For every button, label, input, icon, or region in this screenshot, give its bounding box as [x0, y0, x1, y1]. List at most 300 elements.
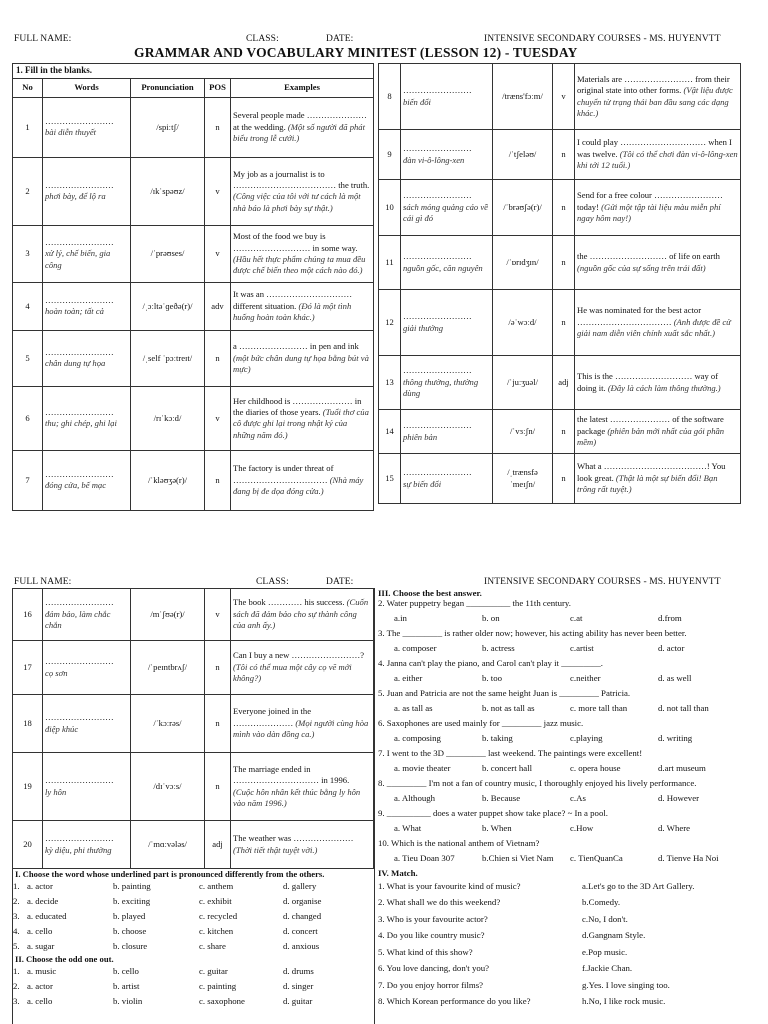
- example-translation: (Công việc của tôi với tư cách là một nhà báo là phơi bày sự thật.): [233, 191, 361, 213]
- vocab-word-cell: [43, 157, 131, 225]
- vocab-no: 1: [13, 97, 43, 157]
- part4-title: IV. Match.: [378, 868, 418, 878]
- example-text: The book ………… his success.: [233, 597, 345, 608]
- vocab-no: 3: [13, 225, 43, 282]
- match-question: 6. You love dancing, don't you?: [378, 963, 490, 974]
- col-header-pronunciation: Pronunciation: [131, 78, 205, 97]
- mcq-option-d[interactable]: d.from: [658, 613, 682, 623]
- vocab-row: [379, 454, 741, 504]
- vocab-word-cell: [43, 695, 131, 753]
- example-translation: (Thật là một sự biến đổi! Bạn trông rất tuyệt.): [577, 472, 718, 495]
- part4-list: [375, 878, 745, 1010]
- word-blank[interactable]: ……………………: [403, 190, 472, 201]
- mcq-option-c[interactable]: c.artist: [570, 643, 594, 653]
- vocab-no: 13: [379, 356, 401, 410]
- mcq-option-c[interactable]: c.at: [570, 613, 583, 623]
- vocab-pronunciation: /ɪkˈspəʊz/: [131, 157, 205, 225]
- vocab-example: [231, 225, 374, 282]
- mcq-option-a[interactable]: a. either: [394, 673, 423, 683]
- mcq-option-b[interactable]: b. on: [482, 613, 500, 623]
- mcq-option-a[interactable]: a.in: [394, 613, 407, 623]
- mcq-option-d[interactable]: d. writing: [658, 733, 693, 743]
- vocab-example: [575, 180, 741, 236]
- question-row: [13, 879, 374, 894]
- match-question: 7. Do you enjoy horror films?: [378, 979, 484, 990]
- vocab-no: 11: [379, 236, 401, 290]
- word-blank[interactable]: ……………………: [45, 833, 114, 844]
- question-number: 5.: [13, 940, 20, 951]
- vocab-pos: n: [205, 753, 231, 821]
- mcq-question: 8. _________ I'm not a fan of country music, I thoroughly enjoyed his lively performance.: [378, 778, 697, 788]
- example-text: I could play ………………………… when I was twelve.: [577, 137, 732, 159]
- mcq-option-b[interactable]: b. taking: [482, 733, 513, 743]
- vocab-pronunciation: /ˈvɜːʃn/: [493, 410, 553, 454]
- vocab-example: [575, 236, 741, 290]
- full-name-label: FULL NAME:: [14, 34, 72, 44]
- vocab-no: 5: [13, 330, 43, 386]
- vocab-example: [231, 386, 374, 450]
- vocab-no: 7: [13, 450, 43, 510]
- mcq-option-d[interactable]: d. not tall than: [658, 703, 709, 713]
- mcq-options: [378, 613, 745, 628]
- question-row: [13, 994, 374, 1009]
- vocab-table-left-wrap: [12, 63, 373, 511]
- vocab-pos: n: [553, 290, 575, 356]
- match-row: [378, 977, 745, 994]
- match-row: [378, 961, 745, 978]
- option-c[interactable]: c. anthem: [199, 880, 234, 891]
- word-blank[interactable]: ……………………: [403, 467, 472, 478]
- course-label-p2: INTENSIVE SECONDARY COURSES - MS. HUYENVTT: [484, 577, 721, 587]
- mcq-item: [378, 778, 745, 808]
- word-blank[interactable]: ……………………: [45, 407, 114, 418]
- word-meaning: xử lý, chế biến, gia công: [45, 248, 111, 270]
- example-text: My job as a journalist is to ……………………………… the truth.: [233, 168, 370, 191]
- mcq-option-d[interactable]: d. as well: [658, 673, 692, 683]
- mcq-option-b[interactable]: b.Chien si Viet Nam: [482, 853, 554, 863]
- question-row: [13, 979, 374, 994]
- option-b[interactable]: b. closure: [113, 940, 148, 951]
- word-blank[interactable]: ……………………: [45, 295, 114, 306]
- example-translation: (Tôi có thể chơi đàn vi-ô-lông-xen khi tới 12 tuổi.): [577, 148, 738, 171]
- match-answer[interactable]: c.No, I don't.: [582, 913, 628, 924]
- example-translation: (Cuộc hôn nhân kết thúc bằng ly hôn vào năm 1996.): [233, 786, 361, 808]
- mcq-option-a[interactable]: a. composer: [394, 643, 437, 653]
- example-translation: (Đó là một tình huống hoàn toàn khác.): [233, 300, 352, 323]
- word-meaning: thu; ghi chép, ghi lại: [45, 418, 117, 429]
- word-blank[interactable]: ……………………: [45, 116, 114, 127]
- match-answer[interactable]: e.Pop music.: [582, 946, 628, 957]
- mcq-question: 5. Juan and Patricia are not the same height Juan is _________ Patricia.: [378, 688, 631, 698]
- col-header-no: No: [13, 78, 43, 97]
- mcq-options: [378, 763, 745, 778]
- example-translation: (một bức chân dung tự họa bằng bút và mực): [233, 352, 369, 375]
- match-answer[interactable]: g.Yes. I love singing too.: [582, 979, 670, 990]
- vocab-pos: n: [553, 180, 575, 236]
- word-meaning: chân dung tự họa: [45, 358, 106, 369]
- mcq-option-d[interactable]: d. actor: [658, 643, 685, 653]
- vocab-pronunciation: /ˈpeɪntbrʌʃ/: [131, 641, 205, 695]
- word-blank[interactable]: ……………………: [403, 365, 472, 376]
- example-translation: (phiên bản mới nhất của gói phần mềm): [577, 425, 725, 448]
- vocab-example: [231, 97, 374, 157]
- vocab-example: [231, 282, 374, 330]
- word-meaning: nguồn gốc, căn nguyên: [403, 262, 483, 273]
- vocab-row: [13, 450, 374, 510]
- vocab-example: [575, 356, 741, 410]
- option-d[interactable]: d. guitar: [283, 995, 313, 1006]
- mcq-option-b[interactable]: b. actress: [482, 643, 515, 653]
- option-b[interactable]: b. cello: [113, 965, 139, 976]
- question-number: 1.: [13, 880, 20, 891]
- vocab-example: [231, 157, 374, 225]
- vocab-no: 8: [379, 64, 401, 130]
- mcq-option-c[interactable]: c. opera house: [570, 763, 621, 773]
- example-translation: (Tôi có thể mua một cây cọ vẽ mới không?): [233, 661, 352, 684]
- vocab-pos: n: [553, 236, 575, 290]
- page-title: GRAMMAR AND VOCABULARY MINITEST (LESSON 12) - TUESDAY: [134, 45, 578, 60]
- example-text: the ……………………… of life on earth: [577, 251, 720, 262]
- mcq-option-c[interactable]: c. more tall than: [570, 703, 628, 713]
- mcq-option-a[interactable]: a. What: [394, 823, 422, 833]
- vocab-word-cell: [43, 282, 131, 330]
- match-row: [378, 944, 745, 961]
- word-blank[interactable]: ……………………: [45, 597, 114, 608]
- example-translation: (Mọi người cùng hòa mình vào dàn đồng ca.): [233, 717, 369, 740]
- mcq-item: [378, 718, 745, 748]
- mcq-question: 6. Saxophones are used mainly for _________ jazz music.: [378, 718, 584, 728]
- vocab-table-p2-wrap: [12, 588, 373, 869]
- vocab-row: [13, 282, 374, 330]
- example-text: Her childhood is ………………… in the diaries of those years.: [233, 395, 362, 418]
- word-meaning: giải thưởng: [403, 322, 444, 333]
- option-c[interactable]: c. saxophone: [199, 995, 245, 1006]
- option-c[interactable]: c. recycled: [199, 910, 238, 921]
- mcq-option-a[interactable]: a. Although: [394, 793, 436, 803]
- vocab-word-cell: [401, 180, 493, 236]
- vocab-row: [13, 695, 374, 753]
- match-answer[interactable]: f.Jackie Chan.: [582, 963, 633, 974]
- mcq-item: [378, 688, 745, 718]
- word-blank[interactable]: ……………………: [403, 85, 472, 96]
- word-meaning: sách mỏng quảng cáo về cái gì đó: [403, 201, 488, 224]
- vocab-pos: n: [553, 410, 575, 454]
- mcq-item: [378, 748, 745, 778]
- word-blank[interactable]: ……………………: [45, 236, 114, 247]
- date-label: DATE:: [326, 34, 354, 44]
- word-blank[interactable]: ……………………: [403, 311, 472, 322]
- vocab-pos: v: [205, 157, 231, 225]
- example-translation: (Tuổi thơ của cô được ghi lại trong nhật ký của những năm đó.): [233, 407, 369, 440]
- option-a[interactable]: a. educated: [27, 910, 67, 921]
- part1-title: I. Choose the word whose underlined part is pronounced differently from the others.: [15, 869, 325, 879]
- vocab-pronunciation: /ˌɔːltəˈɡeðə(r)/: [131, 282, 205, 330]
- vocab-pos: v: [205, 589, 231, 641]
- word-meaning: đóng cửa, bế mạc: [45, 480, 107, 491]
- word-meaning: hoàn toàn; tất cả: [45, 306, 104, 317]
- example-text: the latest ………………… of the software package: [577, 414, 724, 436]
- option-c[interactable]: c. painting: [199, 980, 237, 991]
- option-b[interactable]: b. violin: [113, 995, 143, 1006]
- mcq-options: [378, 853, 745, 868]
- vocab-row: [379, 236, 741, 290]
- mcq-option-b[interactable]: b. not as tall as: [482, 703, 535, 713]
- vocab-row: [13, 641, 374, 695]
- question-number: 3.: [13, 995, 20, 1006]
- word-meaning: biến đổi: [403, 96, 431, 107]
- example-text: Materials are …………………… from their original state into other forms.: [577, 73, 730, 96]
- word-meaning: thông thường, thường dùng: [403, 376, 479, 399]
- vocab-pos: n: [205, 641, 231, 695]
- mcq-option-b[interactable]: b. too: [482, 673, 503, 683]
- vocab-word-cell: [43, 330, 131, 386]
- option-d[interactable]: d. gallery: [283, 880, 317, 891]
- word-blank[interactable]: ……………………: [45, 775, 114, 786]
- match-answer[interactable]: b.Comedy.: [582, 897, 621, 908]
- mcq-option-d[interactable]: d. Where: [658, 823, 691, 833]
- vocab-word-cell: [43, 225, 131, 282]
- vocab-no: 14: [379, 410, 401, 454]
- example-translation: (Anh được đề cử giải nam diễn viên chính xuất sắc nhất.): [577, 316, 731, 339]
- vocab-table-left: [12, 63, 374, 511]
- option-b[interactable]: b. choose: [113, 925, 147, 936]
- vocab-word-cell: [401, 454, 493, 504]
- vocab-word-cell: [43, 753, 131, 821]
- match-question: 5. What kind of this show?: [378, 946, 473, 957]
- mcq-question: 7. I went to the 3D _________ last weekend. The paintings were excellent!: [378, 748, 643, 758]
- mcq-option-a[interactable]: a. movie theater: [394, 763, 451, 773]
- option-c[interactable]: c. kitchen: [199, 925, 234, 936]
- option-b[interactable]: b. exciting: [113, 895, 151, 906]
- option-d[interactable]: d. organise: [283, 895, 322, 906]
- vocab-no: 19: [13, 753, 43, 821]
- date-label-p2: DATE:: [326, 577, 354, 587]
- vocab-example: [231, 695, 374, 753]
- vocab-no: 2: [13, 157, 43, 225]
- vocab-pos: adj: [205, 821, 231, 869]
- vocab-pronunciation: /ˈkɔːrəs/: [131, 695, 205, 753]
- word-blank[interactable]: ……………………: [45, 180, 114, 191]
- word-blank[interactable]: ……………………: [45, 712, 114, 723]
- vocab-example: [231, 821, 374, 869]
- example-text: Most of the food we buy is ……………………… in some way.: [233, 231, 358, 253]
- vocab-pos: adj: [553, 356, 575, 410]
- vocab-no: 12: [379, 290, 401, 356]
- example-translation: (Một số người đã phát biểu trong lễ cưới.): [233, 121, 365, 144]
- option-d[interactable]: d. drums: [283, 965, 314, 976]
- word-meaning: điệp khúc: [45, 723, 79, 734]
- vocab-no: 4: [13, 282, 43, 330]
- mcq-option-c[interactable]: c.neither: [570, 673, 601, 683]
- mcq-item: [378, 658, 745, 688]
- option-a[interactable]: a. cello: [27, 925, 53, 936]
- vocab-word-cell: [43, 821, 131, 869]
- option-d[interactable]: d. concert: [283, 925, 318, 936]
- option-a[interactable]: a. actor: [27, 980, 53, 991]
- option-b[interactable]: b. played: [113, 910, 146, 921]
- vocab-no: 20: [13, 821, 43, 869]
- vocab-word-cell: [43, 97, 131, 157]
- vocab-word-cell: [43, 641, 131, 695]
- part3-title: III. Choose the best answer.: [378, 588, 482, 598]
- col-header-words: Words: [43, 78, 131, 97]
- match-question: 2. What shall we do this weekend?: [378, 897, 501, 908]
- option-c[interactable]: c. share: [199, 940, 226, 951]
- vocab-word-cell: [401, 236, 493, 290]
- vocab-pos: adv: [205, 282, 231, 330]
- word-blank[interactable]: ……………………: [403, 143, 472, 154]
- vocab-word-cell: [401, 290, 493, 356]
- mcq-option-c[interactable]: c. TienQuanCa: [570, 853, 623, 863]
- vocab-row: [13, 97, 374, 157]
- vocab-word-cell: [401, 356, 493, 410]
- example-text: He was nominated for the best actor ……………………………: [577, 305, 702, 327]
- match-answer[interactable]: a.Let's go to the 3D Art Gallery.: [582, 880, 695, 891]
- vocab-row: [379, 410, 741, 454]
- vocab-pos: n: [205, 695, 231, 753]
- question-row: [13, 894, 374, 909]
- vocab-row: [13, 753, 374, 821]
- mcq-option-b[interactable]: b. Because: [482, 793, 521, 803]
- vocab-pronunciation: /ˈtʃeləʊ/: [493, 130, 553, 180]
- mcq-option-c[interactable]: c.playing: [570, 733, 603, 743]
- vocab-example: [231, 641, 374, 695]
- col-header-examples: Examples: [231, 78, 374, 97]
- word-meaning: sự biến đổi: [403, 478, 442, 489]
- vocab-row: [379, 290, 741, 356]
- vocab-pos: v: [205, 386, 231, 450]
- example-text: This is the ……………………… way of doing it.: [577, 371, 719, 393]
- vocab-word-cell: [43, 450, 131, 510]
- vocab-pronunciation: /ˈbrəʊʃə(r)/: [493, 180, 553, 236]
- vocab-table-right: [378, 63, 741, 504]
- match-question: 4. Do you like country music?: [378, 930, 485, 941]
- vocab-example: [231, 589, 374, 641]
- part2-title: II. Choose the odd one out.: [15, 954, 114, 964]
- vocab-pos: v: [205, 225, 231, 282]
- mcq-option-d[interactable]: d. However: [658, 793, 700, 803]
- vocab-row: [13, 821, 374, 869]
- class-label: CLASS:: [246, 34, 279, 44]
- class-label-p2: CLASS:: [256, 577, 289, 587]
- vocab-pos: n: [205, 330, 231, 386]
- vocab-row: [13, 386, 374, 450]
- vocab-row: [13, 330, 374, 386]
- mcq-question: 10. Which is the national anthem of Vietnam?: [378, 838, 540, 848]
- option-a[interactable]: a. cello: [27, 995, 53, 1006]
- example-translation: (nguồn gốc của sự sống trên trái đất): [577, 262, 706, 273]
- option-d[interactable]: d. singer: [283, 980, 314, 991]
- vocab-pos: n: [553, 130, 575, 180]
- mcq-option-b[interactable]: b. concert hall: [482, 763, 533, 773]
- example-translation: (Vật liệu được chuyển từ trạng thái ban đầu sang các dạng khác.): [577, 85, 733, 118]
- vocab-no: 17: [13, 641, 43, 695]
- option-a[interactable]: a. sugar: [27, 940, 55, 951]
- vocab-example: [575, 64, 741, 130]
- mcq-option-a[interactable]: a. composing: [394, 733, 441, 743]
- mcq-option-a[interactable]: a. Tieu Doan 307: [394, 853, 455, 863]
- word-meaning: phiên bản: [403, 431, 438, 442]
- mcq-item: [378, 628, 745, 658]
- mcq-option-b[interactable]: b. When: [482, 823, 512, 833]
- vocab-example: [575, 454, 741, 504]
- word-blank[interactable]: ……………………: [45, 469, 114, 480]
- word-blank[interactable]: ……………………: [403, 420, 472, 431]
- option-c[interactable]: c. guitar: [199, 965, 228, 976]
- vocab-row: [379, 356, 741, 410]
- question-number: 4.: [13, 925, 20, 936]
- part2-list: [13, 964, 374, 1009]
- vocab-pronunciation: /ˌtrænsfəˈmeɪʃn/: [493, 454, 553, 504]
- vocab-pronunciation: /spiːtʃ/: [131, 97, 205, 157]
- match-answer[interactable]: h.No, I like rock music.: [582, 996, 666, 1007]
- part1-2-box: [12, 869, 375, 1024]
- question-number: 2.: [13, 980, 20, 991]
- vocab-no: 18: [13, 695, 43, 753]
- example-translation: (Đây là cách làm thông thường.): [607, 382, 721, 393]
- match-row: [378, 911, 745, 928]
- example-text: Several people made ………………… at the wedding.: [233, 110, 367, 132]
- mcq-options: [378, 643, 745, 658]
- mcq-item: [378, 808, 745, 838]
- mcq-option-c[interactable]: c.As: [570, 793, 586, 803]
- word-blank[interactable]: ……………………: [45, 656, 114, 667]
- word-blank[interactable]: ……………………: [403, 251, 472, 262]
- mcq-option-c[interactable]: c.How: [570, 823, 594, 833]
- vocab-word-cell: [401, 130, 493, 180]
- mcq-item: [378, 838, 745, 868]
- mcq-question: 3. The _________ is rather older now; however, his acting ability has never been better.: [378, 628, 687, 638]
- mcq-option-d[interactable]: d.art museum: [658, 763, 706, 773]
- option-a[interactable]: a. decide: [27, 895, 59, 906]
- full-name-label-p2: FULL NAME:: [14, 577, 72, 587]
- word-meaning: phơi bày, để lộ ra: [45, 191, 106, 202]
- vocab-pos: n: [205, 97, 231, 157]
- mcq-option-a[interactable]: a. as tall as: [394, 703, 433, 713]
- vocab-example: [231, 753, 374, 821]
- example-translation: (Thời tiết thật tuyệt vời.): [233, 844, 318, 855]
- question-row: [13, 909, 374, 924]
- mcq-options: [378, 793, 745, 808]
- option-b[interactable]: b. painting: [113, 880, 151, 891]
- example-text: Can I buy a new ……………………?: [233, 650, 365, 661]
- option-a[interactable]: a. actor: [27, 880, 53, 891]
- mcq-question: 2. Water puppetry began __________ the 11th century.: [378, 598, 571, 608]
- question-row: [13, 924, 374, 939]
- part1-list: [13, 879, 374, 954]
- match-question: 1. What is your favourite kind of music?: [378, 880, 521, 891]
- example-text: Send for a free colour …………………… today!: [577, 190, 723, 212]
- option-b[interactable]: b. artist: [113, 980, 140, 991]
- match-answer[interactable]: d.Gangnam Style.: [582, 930, 646, 941]
- vocab-example: [575, 290, 741, 356]
- table-header-row: [13, 78, 374, 97]
- option-c[interactable]: c. exhibit: [199, 895, 232, 906]
- part3-4-box: [374, 588, 745, 1024]
- option-d[interactable]: d. anxious: [283, 940, 320, 951]
- mcq-option-d[interactable]: d. Tienve Ha Noi: [658, 853, 719, 863]
- vocab-pronunciation: /mˈʃʊə(r)/: [131, 589, 205, 641]
- vocab-pronunciation: /rɪˈkɔːd/: [131, 386, 205, 450]
- vocab-row: [13, 225, 374, 282]
- word-blank[interactable]: ……………………: [45, 347, 114, 358]
- example-text: The marriage ended in ………………………… in 1996.: [233, 763, 350, 786]
- option-a[interactable]: a. music: [27, 965, 57, 976]
- course-label: INTENSIVE SECONDARY COURSES - MS. HUYENVTT: [484, 34, 721, 44]
- example-text: The weather was …………………: [233, 833, 354, 844]
- vocab-row: [13, 589, 374, 641]
- option-d[interactable]: d. changed: [283, 910, 322, 921]
